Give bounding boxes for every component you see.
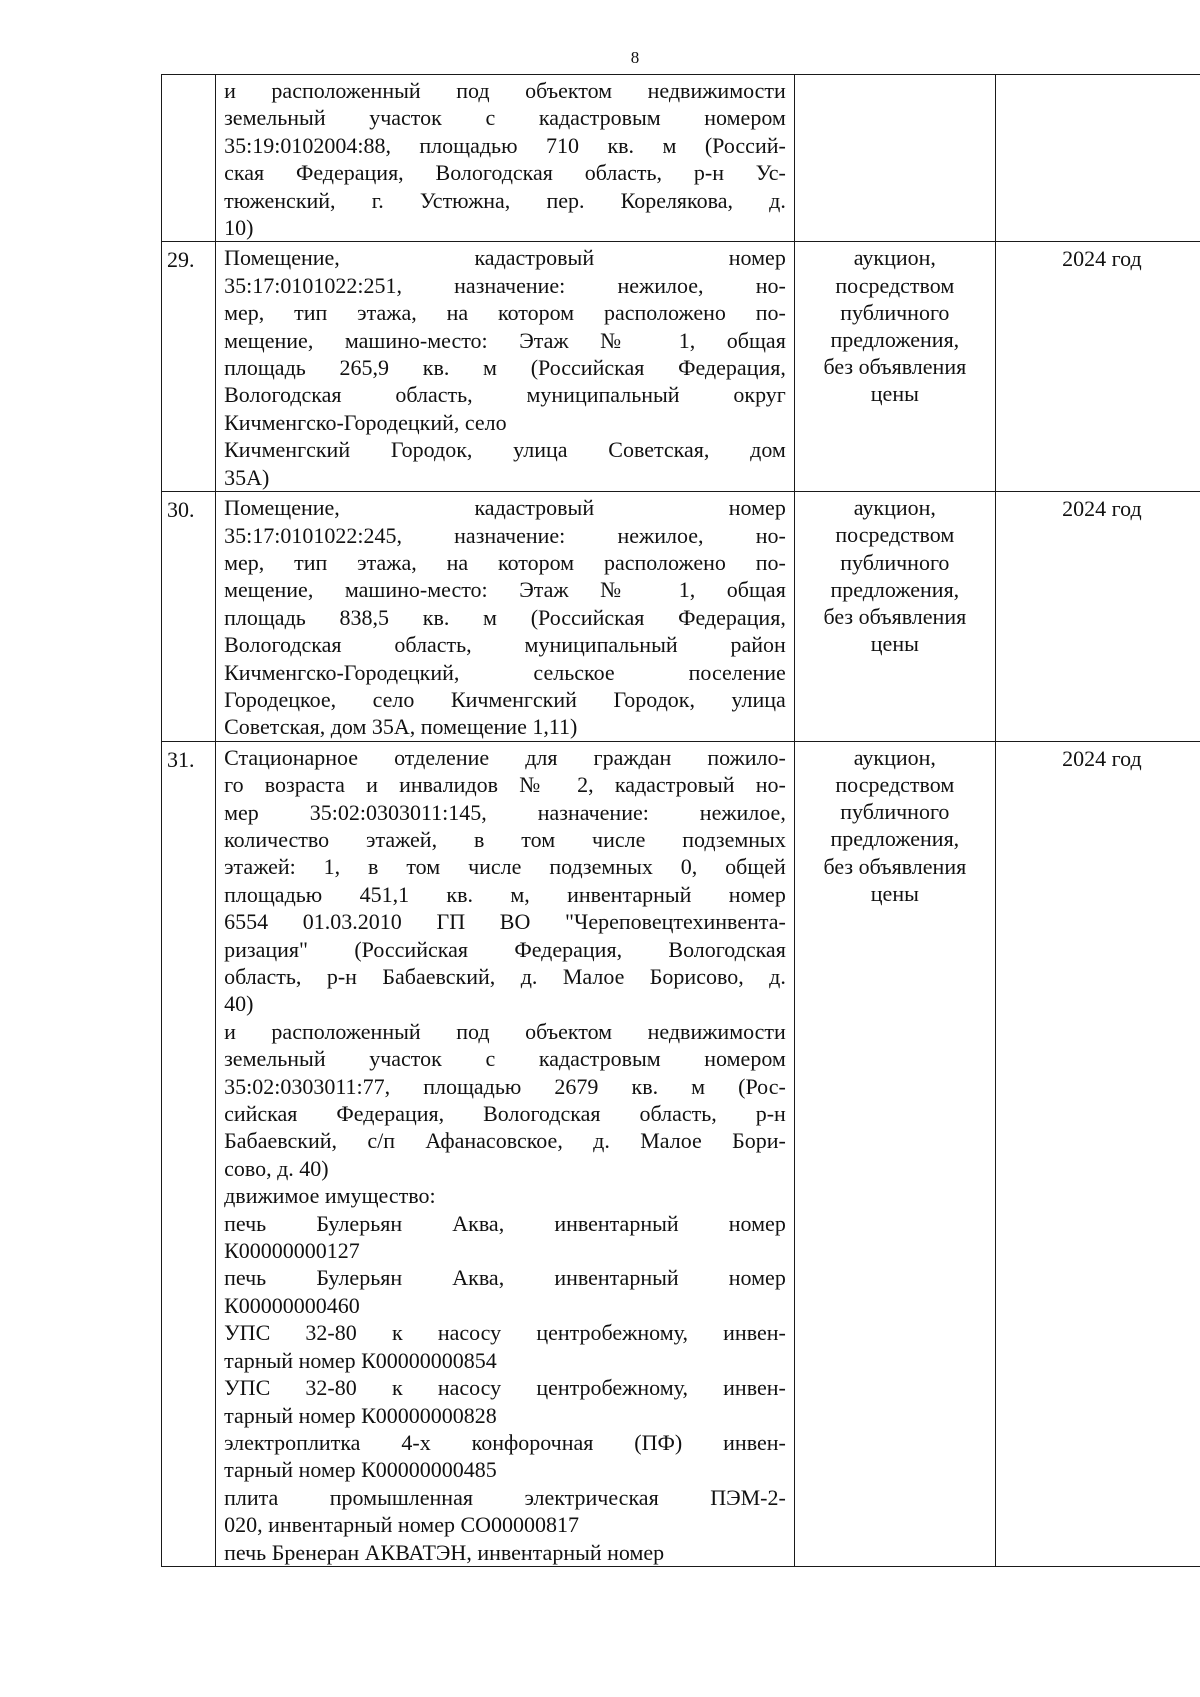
description-line: сово, д. 40) xyxy=(224,1155,329,1181)
object-description xyxy=(216,75,794,241)
sale-method-line: предложения, xyxy=(830,826,960,852)
sale-method-line: аукцион, xyxy=(853,495,936,521)
description-line: количество этажей, в том числе подземных xyxy=(224,826,786,852)
sale-year-cell xyxy=(995,741,1200,1566)
description-line: 6554 01.03.2010 ГП ВО "Череповецтехинвента- xyxy=(224,909,786,935)
table-row xyxy=(162,741,1200,1566)
sale-method xyxy=(795,742,995,907)
object-description-cell xyxy=(216,75,795,242)
description-line: Вологодская область, муниципальный район xyxy=(224,632,786,658)
sale-method-line: цены xyxy=(870,381,919,407)
sale-method-cell xyxy=(794,75,995,242)
sale-year: 2024 год xyxy=(1062,745,1142,771)
sale-method-line: без объявления xyxy=(823,603,967,629)
description-line: ризация" (Российская Федерация, Вологодская xyxy=(224,936,786,962)
sale-year: 2024 год xyxy=(1062,496,1142,522)
description-line: этажей: 1, в том числе подземных 0, общей xyxy=(224,854,786,880)
description-line: Бабаевский, с/п Афанасовское, д. Малое Бори- xyxy=(224,1128,786,1154)
description-line: Кичменгский Городок, улица Советская, дом xyxy=(224,437,786,463)
description-line: площадь 838,5 кв. м (Российская Федерация, xyxy=(224,604,786,630)
description-line: УПС 32-80 к насосу центробежному, инвен- xyxy=(224,1375,786,1401)
description-line: мер 35:02:0303011:145, назначение: нежилое, xyxy=(224,799,786,825)
description-line: область, р-н Бабаевский, д. Малое Борисово, д. xyxy=(224,964,786,989)
table-row xyxy=(162,75,1200,242)
row-number-cell xyxy=(162,741,216,1566)
description-line: и расположенный под объектом недвижимости xyxy=(224,1018,786,1044)
description-line: 35:17:0101022:245, назначение: нежилое, но- xyxy=(224,522,786,548)
sale-method xyxy=(795,75,995,77)
description-line: 10) xyxy=(224,215,254,241)
description-line: Вологодская область, муниципальный округ xyxy=(224,382,786,408)
sale-method-line: предложения, xyxy=(830,576,960,602)
description-line: тарный номер К00000000828 xyxy=(224,1402,497,1428)
description-line: мер, тип этажа, на котором расположено по- xyxy=(224,549,786,575)
row-number-cell xyxy=(162,75,216,242)
sale-method-line: аукцион, xyxy=(853,744,936,770)
sale-method-line: аукцион, xyxy=(853,245,936,271)
sale-method-line: посредством xyxy=(835,771,955,797)
description-line: плита промышленная электрическая ПЭМ-2- xyxy=(224,1484,786,1510)
description-line: ская Федерация, Вологодская область, р-н Ус- xyxy=(224,160,786,186)
description-line: мер, тип этажа, на котором расположено по- xyxy=(224,300,786,326)
sale-method-line: цены xyxy=(870,880,919,906)
description-line: Кичменгско-Городецкий, сельское поселение xyxy=(224,659,786,685)
description-line: 35:17:0101022:251, назначение: нежилое, но- xyxy=(224,272,786,298)
description-line: Городецкое, село Кичменгский Городок, улица xyxy=(224,686,786,712)
property-table xyxy=(161,74,1200,1567)
row-number xyxy=(162,75,215,80)
row-number: 30. xyxy=(167,497,195,523)
description-line: тарный номер К00000000854 xyxy=(224,1347,497,1373)
object-description-cell xyxy=(216,741,795,1566)
description-line: мещение, машино-место: Этаж № 1, общая xyxy=(224,577,786,603)
description-line: Помещение, кадастровый номер xyxy=(224,495,786,521)
description-line: УПС 32-80 к насосу центробежному, инвен- xyxy=(224,1320,786,1346)
description-line: движимое имущество: xyxy=(224,1183,436,1209)
sale-method-cell xyxy=(794,492,995,742)
description-line: го возраста и инвалидов № 2, кадастровый но- xyxy=(224,772,786,798)
sale-year-cell xyxy=(995,492,1200,742)
object-description xyxy=(216,492,794,741)
description-line: Советская, дом 35А, помещение 1,11) xyxy=(224,714,578,740)
description-line: К00000000127 xyxy=(224,1238,360,1264)
sale-method-line: публичного xyxy=(840,549,950,575)
sale-method-cell xyxy=(794,741,995,1566)
sale-method xyxy=(795,242,995,407)
description-line: 40) xyxy=(224,991,254,1017)
description-line: печь Булерьян Аква, инвентарный номер xyxy=(224,1210,786,1236)
sale-method-line: без объявления xyxy=(823,853,967,879)
description-line: мещение, машино-место: Этаж № 1, общая xyxy=(224,327,786,353)
description-line: Кичменгско-Городецкий, село xyxy=(224,409,507,435)
sale-year: 2024 год xyxy=(1062,246,1142,272)
description-line: 35:02:0303011:77, площадью 2679 кв. м (Рос- xyxy=(224,1073,786,1099)
sale-year xyxy=(996,75,1200,79)
description-line: тарный номер К00000000485 xyxy=(224,1457,497,1483)
description-line: 35:19:0102004:88, площадью 710 кв. м (Россий- xyxy=(224,132,786,158)
sale-method-line: публичного xyxy=(840,799,950,825)
description-line: земельный участок с кадастровым номером xyxy=(224,1046,786,1072)
description-line: сийская Федерация, Вологодская область, р-н xyxy=(224,1101,786,1127)
property-table-body xyxy=(162,75,1200,1567)
description-line: печь Булерьян Аква, инвентарный номер xyxy=(224,1265,786,1291)
sale-method-cell xyxy=(794,242,995,492)
sale-method-line: посредством xyxy=(835,272,955,298)
object-description xyxy=(216,742,794,1566)
description-line: и расположенный под объектом недвижимости xyxy=(224,78,786,103)
row-number-cell xyxy=(162,492,216,742)
object-description-cell xyxy=(216,242,795,492)
row-number: 31. xyxy=(167,746,195,772)
page-number: 8 xyxy=(630,48,640,67)
description-line: тюженский, г. Устюжна, пер. Корелякова, д. xyxy=(224,187,786,213)
description-line: электроплитка 4-х конфорочная (ПФ) инвен- xyxy=(224,1429,786,1455)
sale-year-cell xyxy=(995,242,1200,492)
description-line: площадь 265,9 кв. м (Российская Федерация, xyxy=(224,355,786,381)
sale-method-line: без объявления xyxy=(823,354,967,380)
description-line: земельный участок с кадастровым номером xyxy=(224,105,786,131)
table-row xyxy=(162,492,1200,742)
row-number-cell xyxy=(162,242,216,492)
sale-method-line: публичного xyxy=(840,299,950,325)
description-line: 020, инвентарный номер СО00000817 xyxy=(224,1512,580,1538)
description-line: Стационарное отделение для граждан пожило- xyxy=(224,744,786,770)
object-description-cell xyxy=(216,492,795,742)
description-line: К00000000460 xyxy=(224,1292,360,1318)
description-line: Помещение, кадастровый номер xyxy=(224,245,786,271)
table-row xyxy=(162,242,1200,492)
sale-method-line: посредством xyxy=(835,522,955,548)
description-line: 35А) xyxy=(224,464,270,490)
sale-year-cell xyxy=(995,75,1200,242)
sale-method-line: цены xyxy=(870,631,919,657)
sale-method-line: предложения, xyxy=(830,327,960,353)
object-description xyxy=(216,242,794,491)
row-number: 29. xyxy=(167,247,195,273)
description-line: печь Бренеран АКВАТЭН, инвентарный номер xyxy=(224,1539,665,1565)
description-line: площадью 451,1 кв. м, инвентарный номер xyxy=(224,881,786,907)
sale-method xyxy=(795,492,995,657)
